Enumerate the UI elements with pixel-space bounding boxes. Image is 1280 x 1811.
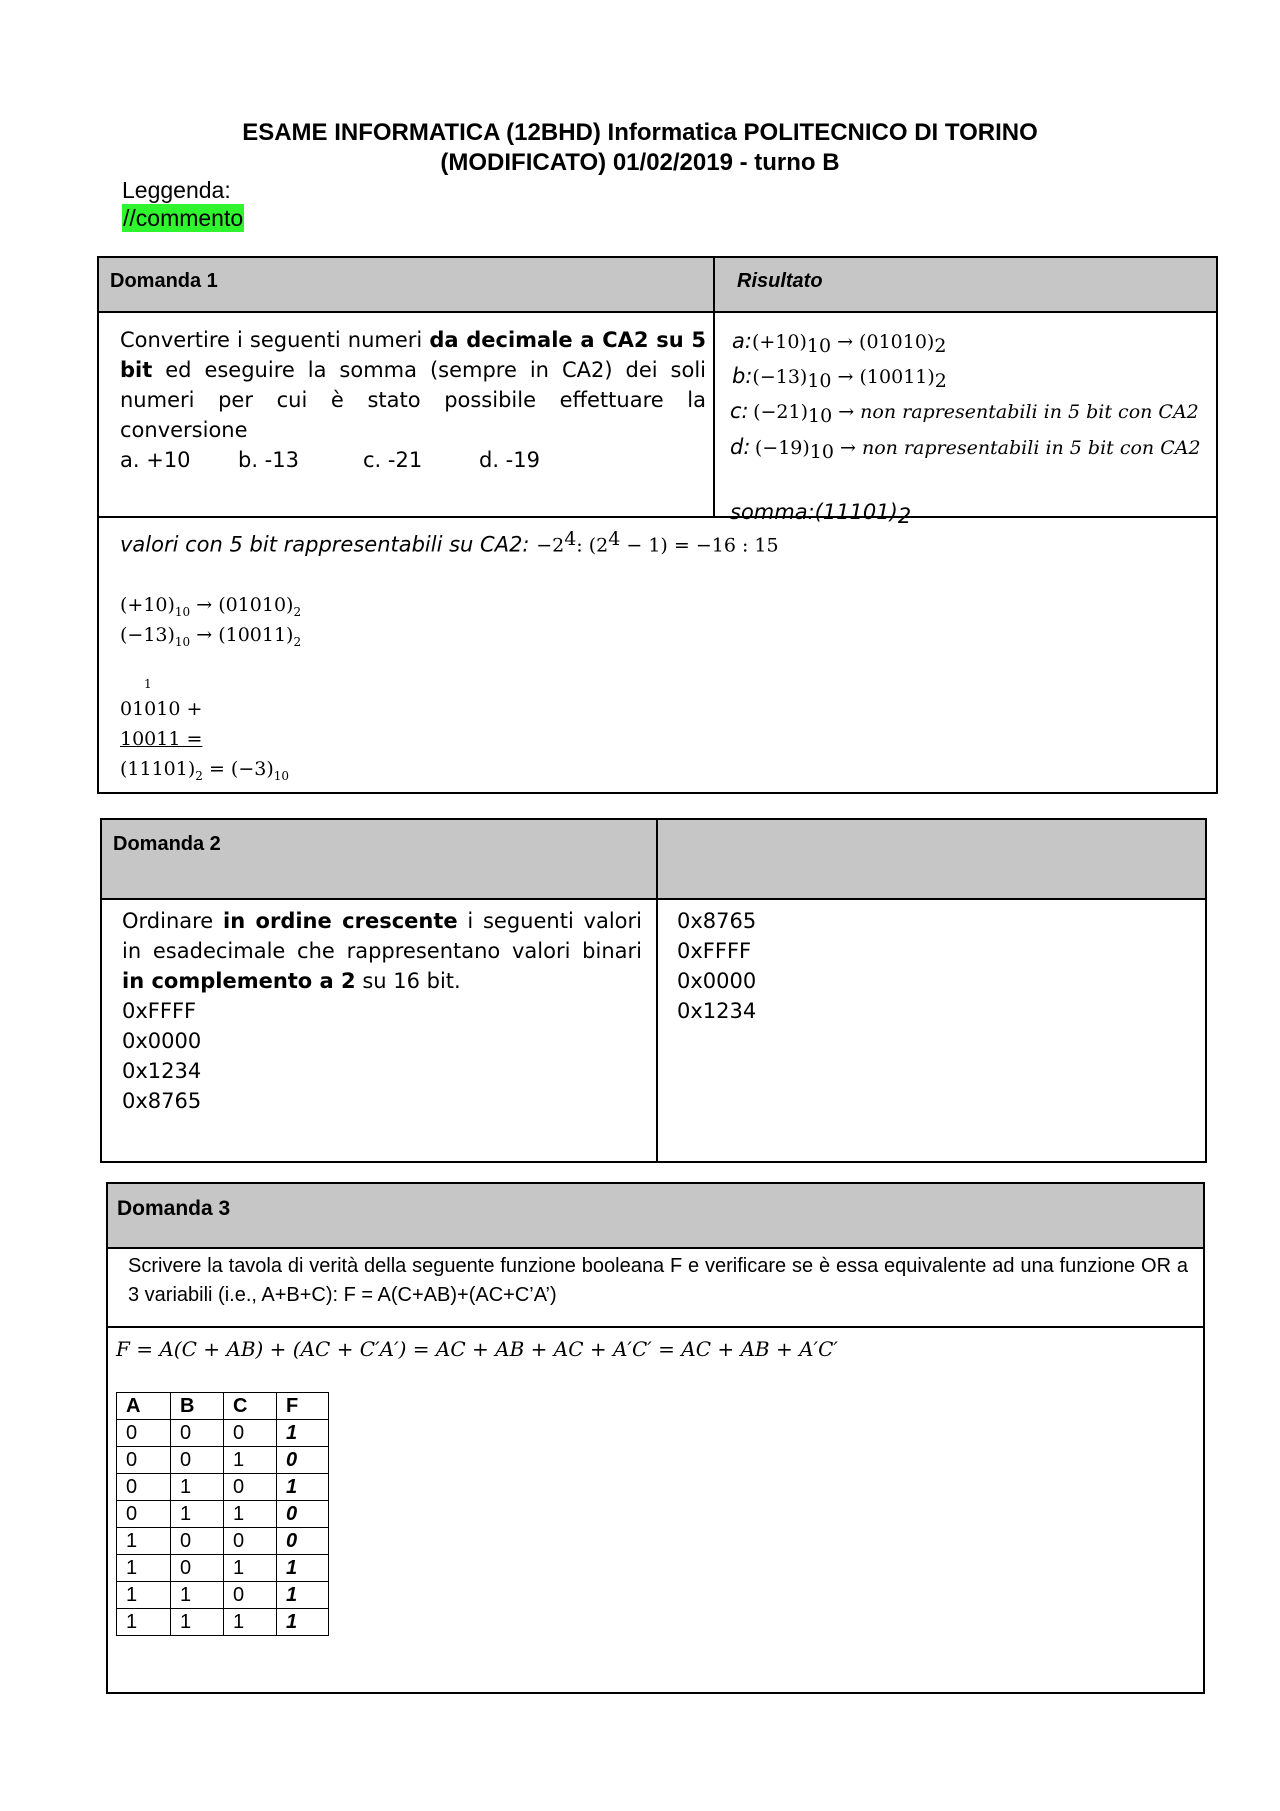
answer-value: 0x0000 (677, 969, 757, 993)
question-3-header (108, 1184, 1203, 1249)
question-1-results (732, 326, 1212, 531)
question-2-title: Domanda 2 (113, 833, 221, 855)
table-row: 1 0 0 0 (117, 1528, 329, 1555)
result-sum: $somma:(11101)_2$ (730, 499, 912, 528)
table-header: A (117, 1393, 171, 1420)
question-3-formula: F = A(C + AB) + (AC + C′A′) = AC + AB + AC + A′C′ = AC + AB + A′C′ (116, 1337, 838, 1361)
result-b: $b:(-13)_{10} \to (10011)_2$ (732, 364, 947, 393)
legend: Leggenda: //commento (122, 177, 244, 231)
table-row: 0 0 1 0 (117, 1447, 329, 1474)
question-1-title: Domanda 1 (110, 270, 218, 292)
question-3-text: Scrivere la tavola di verità della seguente funzione booleana F e verificare se è essa equivalente ad una funzione OR a 3 variabili (i.e., A+B+C): F = A(C+AB)+(AC+C’A’) (128, 1255, 1188, 1306)
hex-value: 0x8765 (122, 1089, 202, 1113)
question-2-header (102, 820, 1205, 900)
answer-value: 0x8765 (677, 909, 757, 933)
hex-value: 0x1234 (122, 1059, 202, 1083)
hex-value: 0xFFFF (122, 999, 197, 1023)
table-row: 0 1 0 1 (117, 1474, 329, 1501)
question-2-answer (677, 906, 756, 1026)
table-header: F (277, 1393, 329, 1420)
question-1-header (99, 258, 1216, 313)
question-1-result-title: Risultato (737, 270, 823, 292)
table-header: B (171, 1393, 224, 1420)
answer-value: 0x1234 (677, 999, 757, 1023)
result-c: c: $(-21)_{10}$ → non rapresentabili in 5 bit con CA2 (730, 399, 1199, 428)
table-row: 1 0 1 1 (117, 1555, 329, 1582)
result-d: d: $(-19)_{10}$ → non rapresentabili in 5 bit con CA2 (730, 434, 1201, 463)
hex-value: 0x0000 (122, 1029, 202, 1053)
table-header: C (224, 1393, 277, 1420)
question-2-text: Ordinare in ordine crescente i seguenti valori in esadecimale che rappresentano valori binari in complemento a 2 su 16 bit. 0xFFFF 0x0000 0x1234 0x8765 (122, 906, 642, 1116)
table-row: 1 1 0 1 (117, 1582, 329, 1609)
question-1-text: Convertire i seguenti numeri da decimale a CA2 su 5 bit ed eseguire la somma (sempre in CA2) dei soli numeri per cui è stato possibile effettuare la conversione a. +10 b. -13 c. -21 d. -19 (120, 325, 706, 475)
table-row: 0 0 0 1 (117, 1420, 329, 1447)
question-3-title: Domanda 3 (117, 1197, 231, 1220)
legend-comment-highlight: //commento (123, 205, 244, 231)
question-1-options: a. +10 b. -13 c. -21 d. -19 (120, 448, 540, 472)
table-row: 1 1 1 1 (117, 1609, 329, 1636)
carry-bit: 1 (144, 677, 152, 692)
truth-table (116, 1392, 329, 1636)
page-title: ESAME INFORMATICA (12BHD) Informatica POLITECNICO DI TORINO (MODIFICATO) 01/02/2019 - turno B (242, 119, 1038, 176)
answer-value: 0xFFFF (677, 939, 752, 963)
question-1-solution: valori con 5 bit rappresentabili su CA2: $-2^4$: $(2^4 - 1) = -16$ : 15 $(+10)_{10} \to (01010)_2$ $(-13)_{10} \to (10011)_2$ 1 01010 + 10011 = $(11101)_2 = (-3)_{10}$ (120, 524, 1120, 784)
table-row: 0 1 1 0 (117, 1501, 329, 1528)
result-a: $a:(+10)_{10} \to (01010)_2$ (732, 329, 947, 358)
